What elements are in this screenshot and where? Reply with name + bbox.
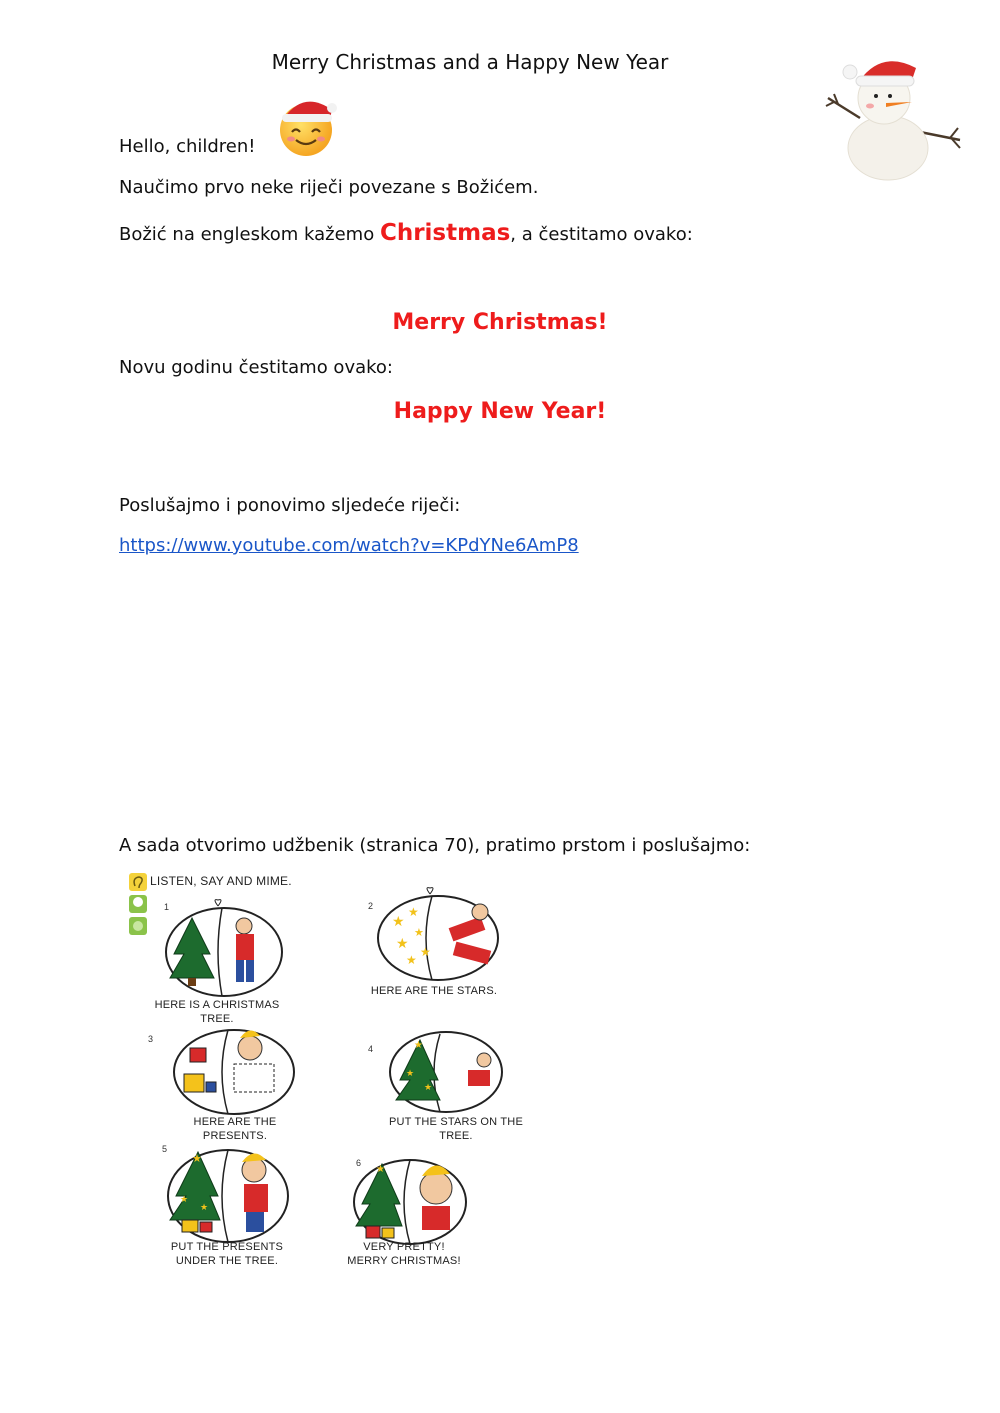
panel-number: 3 [148, 1034, 154, 1044]
svg-text:★: ★ [406, 953, 417, 967]
panel-caption-line-1: PUT THE PRESENTS [170, 1241, 284, 1253]
svg-text:★: ★ [376, 1164, 385, 1175]
panel-presents-under-tree-image [164, 1140, 292, 1248]
listen-instruction: Poslušajmo i ponovimo sljedeće riječi: [119, 495, 461, 516]
new-year-line: Novu godinu čestitamo ovako: [119, 357, 393, 378]
svg-text:★: ★ [192, 1152, 202, 1165]
panel-number: 1 [164, 902, 170, 912]
page-title: Merry Christmas and a Happy New Year [271, 50, 669, 74]
textbook-instruction: A sada otvorimo udžbenik (stranica 70), pratimo prstom i poslušajmo: [119, 835, 751, 856]
christmas-line-after: , a čestitamo ovako: [510, 224, 693, 245]
svg-text:★: ★ [392, 914, 405, 930]
svg-text:★: ★ [414, 1040, 423, 1051]
panel-caption: HERE ARE THE STARS. [370, 985, 498, 997]
panel-caption-line-2: MERRY CHRISTMAS! [347, 1255, 461, 1267]
christmas-highlight: Christmas [379, 220, 511, 246]
panel-number: 4 [368, 1044, 374, 1054]
panel-caption: HERE ARE THE PRESENTS. [193, 1116, 277, 1142]
svg-text:★: ★ [424, 1083, 433, 1093]
panel-stars-on-tree-image [384, 1024, 508, 1116]
happy-new-year-greeting: Happy New Year! [393, 399, 607, 424]
svg-text:★: ★ [408, 905, 419, 919]
snowman-illustration [820, 50, 970, 190]
christmas-line-before: Božić na engleskom kažemo [119, 224, 380, 245]
greeting: Hello, children! [119, 136, 256, 157]
panel-very-pretty-image [350, 1150, 472, 1248]
panel-number: 2 [368, 901, 374, 911]
merry-christmas-greeting: Merry Christmas! [392, 310, 608, 335]
svg-text:★: ★ [420, 945, 431, 959]
panel-caption: PUT THE STARS ON THE TREE. [389, 1116, 523, 1142]
video-link[interactable]: https://www.youtube.com/watch?v=KPdYNe6AmP8 [119, 535, 579, 556]
panel-caption-line-1: VERY PRETTY! [363, 1241, 445, 1253]
intro-text: Naučimo prvo neke riječi povezane s Božićem. [119, 177, 539, 198]
panel-stars-image [374, 882, 502, 986]
panel-number: 5 [162, 1144, 168, 1154]
panel-caption: HERE IS A CHRISTMAS TREE. [154, 999, 280, 1025]
svg-text:★: ★ [200, 1203, 209, 1213]
svg-text:★: ★ [406, 1069, 415, 1079]
panel-presents-image [170, 1018, 298, 1118]
svg-text:★: ★ [414, 926, 424, 939]
textbook-excerpt [126, 868, 546, 1278]
panel-christmas-tree-image [162, 898, 288, 1002]
christmas-line [119, 220, 693, 246]
panel-caption-line-2: UNDER THE TREE. [175, 1255, 279, 1267]
svg-text:★: ★ [180, 1195, 189, 1205]
textbook-heading: LISTEN, SAY AND MIME. [150, 874, 292, 888]
smiley-santa-hat-icon [274, 94, 340, 160]
listen-say-mime-icons [128, 872, 150, 936]
panel-number: 6 [356, 1158, 362, 1168]
svg-text:★: ★ [396, 936, 409, 952]
